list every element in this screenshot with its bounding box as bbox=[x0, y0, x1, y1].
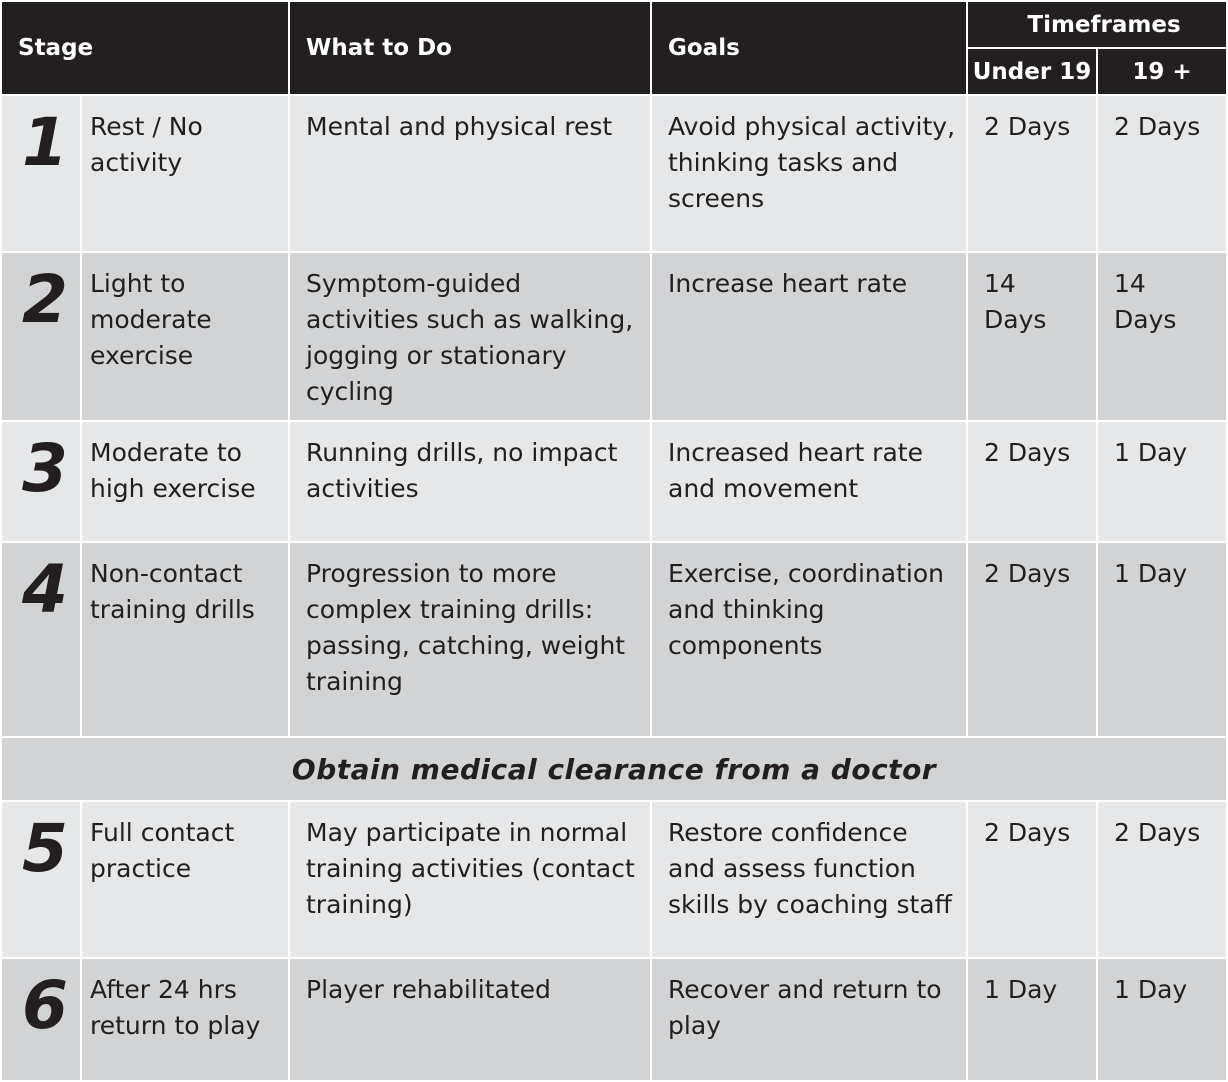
stage-name: After 24 hrs return to play bbox=[81, 958, 289, 1081]
what-to-do-cell: Symptom-guided activities such as walking, jogging or stationary cycling bbox=[289, 252, 651, 421]
what-to-do-cell: Running drills, no impact activities bbox=[289, 421, 651, 542]
19-plus-cell: 2 Days bbox=[1097, 801, 1227, 958]
table-row bbox=[1, 801, 1227, 958]
19-plus-cell: 1 Day bbox=[1097, 421, 1227, 542]
stage-number: 4 bbox=[1, 542, 81, 737]
header-stage: Stage bbox=[1, 1, 289, 95]
stage-name: Non-contact training drills bbox=[81, 542, 289, 737]
what-to-do-cell: Player rehabilitated bbox=[289, 958, 651, 1081]
under-19-cell: 2 Days bbox=[967, 801, 1097, 958]
stage-number: 5 bbox=[1, 801, 81, 958]
table-row bbox=[1, 252, 1227, 421]
stage-number: 3 bbox=[1, 421, 81, 542]
under-19-cell: 1 Day bbox=[967, 958, 1097, 1081]
what-to-do-cell: Mental and physical rest bbox=[289, 95, 651, 252]
19-plus-cell: 2 Days bbox=[1097, 95, 1227, 252]
what-to-do-cell: Progression to more complex training drills: passing, catching, weight training bbox=[289, 542, 651, 737]
medical-clearance-banner: Obtain medical clearance from a doctor bbox=[1, 737, 1227, 801]
stage-name: Rest / No activity bbox=[81, 95, 289, 252]
under-19-cell: 2 Days bbox=[967, 542, 1097, 737]
19-plus-cell: 1 Day bbox=[1097, 542, 1227, 737]
goals-cell: Recover and return to play bbox=[651, 958, 967, 1081]
table-row bbox=[1, 542, 1227, 737]
goals-cell: Exercise, coordination and thinking components bbox=[651, 542, 967, 737]
header-timeframes: Timeframes bbox=[967, 1, 1227, 48]
stage-name: Light to moderate exercise bbox=[81, 252, 289, 421]
stage-number: 1 bbox=[1, 95, 81, 252]
header-under-19: Under 19 bbox=[967, 48, 1097, 95]
goals-cell: Increase heart rate bbox=[651, 252, 967, 421]
table-row bbox=[1, 958, 1227, 1081]
goals-cell: Increased heart rate and movement bbox=[651, 421, 967, 542]
19-plus-cell: 1 Day bbox=[1097, 958, 1227, 1081]
under-19-cell: 2 Days bbox=[967, 95, 1097, 252]
table-row bbox=[1, 95, 1227, 252]
19-plus-cell: 14 Days bbox=[1097, 252, 1227, 421]
stage-name: Moderate to high exercise bbox=[81, 421, 289, 542]
header-19-plus: 19 + bbox=[1097, 48, 1227, 95]
table-row bbox=[1, 421, 1227, 542]
stage-number: 6 bbox=[1, 958, 81, 1081]
under-19-cell: 2 Days bbox=[967, 421, 1097, 542]
goals-cell: Avoid physical activity, thinking tasks and screens bbox=[651, 95, 967, 252]
header-what-to-do: What to Do bbox=[289, 1, 651, 95]
header-goals: Goals bbox=[651, 1, 967, 95]
under-19-cell: 14 Days bbox=[967, 252, 1097, 421]
what-to-do-cell: May participate in normal training activities (contact training) bbox=[289, 801, 651, 958]
goals-cell: Restore confidence and assess function skills by coaching staff bbox=[651, 801, 967, 958]
clearance-row bbox=[1, 737, 1227, 801]
stage-name: Full contact practice bbox=[81, 801, 289, 958]
stage-number: 2 bbox=[1, 252, 81, 421]
